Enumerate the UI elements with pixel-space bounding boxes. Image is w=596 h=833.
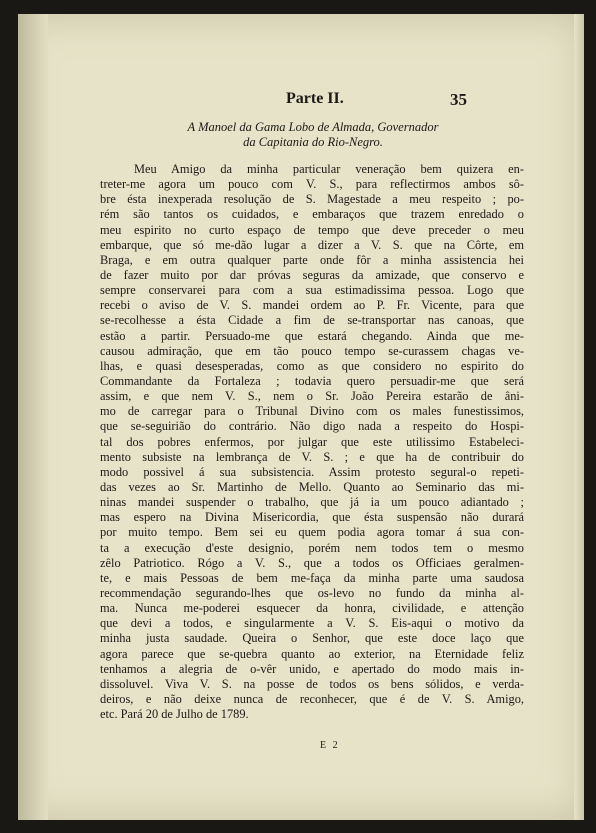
body-line: mento subsiste na lembrança de V. S. ; e que ha de contribuir do [100,449,524,464]
body-line: que devi a todos, e singularmente a V. S. Eis-aqui o motivo da [100,616,524,631]
body-line: deiros, e não deixe nunca de reconhecer, que é de V. S. Amigo, [100,691,524,706]
body-line: recommendação segurando-lhes que os-levo no fundo da minha al- [100,585,524,600]
body-line: dissoluvel. Viva V. S. na posse de todos os bens sólidos, e verda- [100,676,524,691]
body-line: mas espero na Divina Misericordia, que ésta suspensão não durará [100,510,524,525]
body-line: te, e mais Pessoas de bem me-faça da minha parte uma saudosa [100,570,524,585]
body-line: recebi o aviso de V. S. mandei ordem ao P. Fr. Vicente, para que [100,298,524,313]
body-line: por muito tempo. Bem sei eu quem podia agora tomar á sua con- [100,525,524,540]
page-number: 35 [450,90,467,109]
body-line: assim, e que nem V. S., nem o Sr. João Pereira estarão de âni- [100,389,524,404]
body-line: modo possivel á sua subsistencia. Assim protesto segural-o repeti- [100,464,524,479]
body-line: zêlo Patriotico. Rógo a V. S., que a todos os Officiaes geralmen- [100,555,524,570]
body-line: treter-me agora um pouco com V. S., para reflectirmos ambos sô- [100,177,524,192]
body-line: embarque, que só me-dão lugar a dizer a V. S. que na Côrte, em [100,237,524,252]
running-header [18,90,584,116]
body-line: mo de carregar para o Tribunal Divino com os males funestissimos, [100,404,524,419]
body-line: meu espirito no curto espaço de tempo que deve preceder o meu [100,222,524,237]
body-line: ninas mandei suspender o trabalho, que já ia um pouco adiantado ; [100,495,524,510]
body-line: causou admiração, que em tão pouco tempo se-curassem chagas ve- [100,343,524,358]
body-line: de fazer muito por dar próvas seguras da amizade, que conservo e [100,267,524,282]
body-line: Meu Amigo da minha particular veneração bem quizera en- [134,162,524,176]
body-line: ta a execução d'este designio, porém nem todos tem o mesmo [100,540,524,555]
body-line: lhas, e quasi desesperadas, como as que considero no espirito do [100,358,524,373]
address-line-1: A Manoel da Gama Lobo de Almada, Governador [187,120,439,134]
body-line: se-recolhesse a ésta Cidade a fim de se-transportar nas canoas, que [100,313,524,328]
signature-mark: E 2 [320,740,340,751]
body-line: Commandante da Fortaleza ; todavia quero persuadir-me que será [100,373,524,388]
body-line: ma. Nunca me-poderei esquecer da honra, civilidade, e attenção [100,601,524,616]
letter-body [100,162,524,722]
body-line: que se-seguirião do contrário. Não digo nada a respeito do Hospi- [100,419,524,434]
body-line: tal dos pobres enfermos, por julgar que este utilissimo Estabeleci- [100,434,524,449]
body-line: agora parece que se-quebra quanto ao exterior, na Eternidade feliz [100,646,524,661]
part-title: Parte II. [286,90,344,107]
body-line: estão a partir. Persuado-me que estará chegando. Ainda que me- [100,328,524,343]
body-line: Braga, e em outra qualquer parte onde fôr a minha assistencia hei [100,252,524,267]
page-edge-shadow [574,14,584,820]
page-gutter-shadow [18,14,48,820]
body-line: das vezes ao Sr. Martinho de Mello. Quanto ao Seminario das mi- [100,479,524,494]
body-line: minha justa saudade. Queira o Senhor, que este doce laço que [100,631,524,646]
body-line: rém são tantos os cuidados, e embaraços que trazem enredado o [100,207,524,222]
address-line-2: da Capitania do Rio-Negro. [243,135,383,149]
book-page [18,14,584,820]
body-line: tenhamos a alegria de o-vêr unido, e apertado do modo mais in- [100,661,524,676]
body-line: sempre conservarei para com a sua estimadissima pessoa. Logo que [100,283,524,298]
letter-address [113,120,513,150]
body-line: etc. Pará 20 de Julho de 1789. [100,707,249,722]
body-line: bre ésta inexperada resolução de S. Magestade a meu respeito ; po- [100,192,524,207]
